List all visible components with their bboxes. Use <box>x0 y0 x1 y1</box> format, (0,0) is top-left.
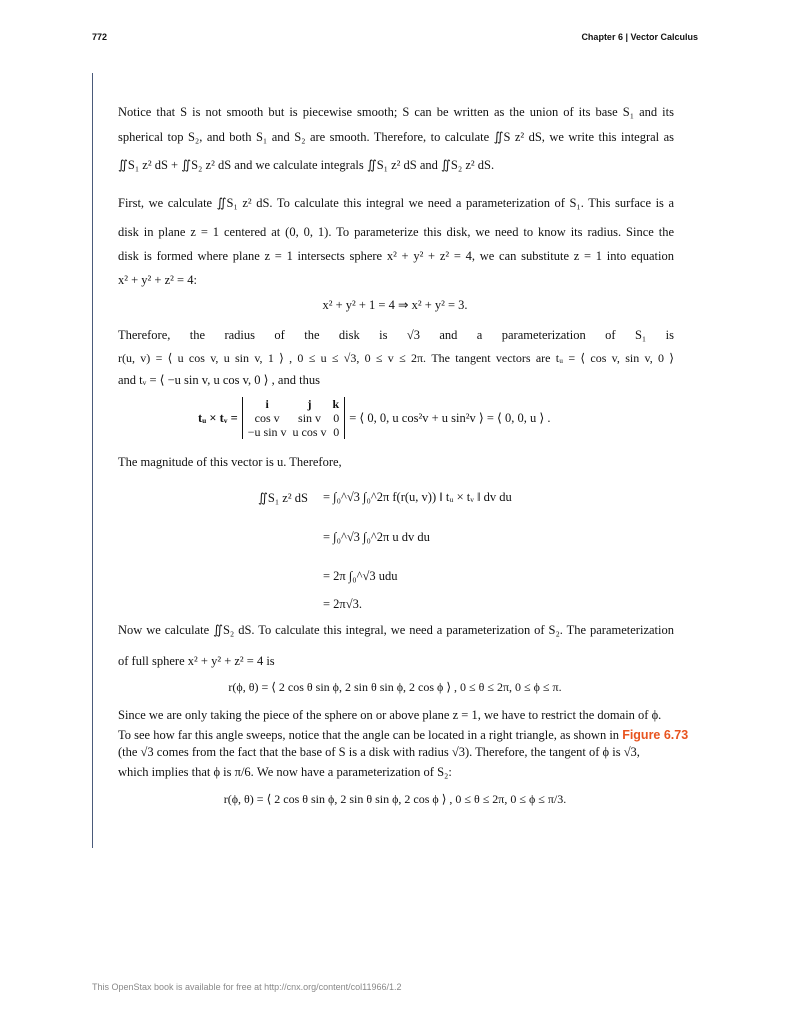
text-line: Now we calculate ∬S₂ dS. To calculate this integral, we need a parameterization of S₂. The parameterization <box>118 623 674 637</box>
equation: r(ϕ, θ) = ⟨ 2 cos θ sin ϕ, 2 sin θ sin ϕ, 2 cos ϕ ⟩ , 0 ≤ θ ≤ 2π, 0 ≤ ϕ ≤ π/3. <box>223 792 567 806</box>
text-line: Since we are only taking the piece of the sphere on or above plane z = 1, we have to restrict the domain of ϕ. <box>118 708 662 722</box>
matrix-cell: −u sin v <box>247 425 287 439</box>
text-line: Therefore, the radius of the disk is √3 and a parameterization of S₁ is <box>118 328 674 342</box>
figure-link[interactable]: Figure 6.73 <box>622 728 689 742</box>
text-line: ∬S₁ z² dS + ∬S₂ z² dS and we calculate integrals ∬S₁ z² dS and ∬S₂ z² dS. <box>118 158 495 172</box>
text-line: (the √3 comes from the fact that the base of S is a disk with radius √3). Therefore, the tangent of ϕ is √3, <box>118 745 640 759</box>
text-line: Notice that S is not smooth but is piecewise smooth; S can be written as the union of its base S₁ and its <box>118 105 674 119</box>
integral-step: = ∫₀^√3 ∫₀^2π f(r(u, v)) ‖ tᵤ × tᵥ ‖ dv du <box>323 490 512 504</box>
matrix <box>242 397 345 439</box>
margin-rule <box>92 73 93 848</box>
text-line: which implies that ϕ is π/6. We now have a parameterization of S₂: <box>118 765 452 779</box>
matrix-cell: sin v <box>298 411 322 425</box>
cross-product-determinant <box>198 397 551 439</box>
text-line: x² + y² + z² = 4: <box>118 273 197 287</box>
text-line: disk is formed where plane z = 1 intersects sphere x² + y² + z² = 4, we can substitute z = 1 into equation <box>118 249 674 263</box>
text-line <box>118 727 689 743</box>
determinant-lhs: tᵤ × tᵥ = <box>198 410 238 425</box>
text-line: disk in plane z = 1 centered at (0, 0, 1). To parameterize this disk, we need to know its radius. Since the <box>118 225 674 239</box>
text-span: To see how far this angle sweeps, notice that the angle can be located in a right triangle, as shown in <box>118 728 620 742</box>
text-line: The magnitude of this vector is u. Therefore, <box>118 455 342 469</box>
integral-lhs: ∬S₁ z² dS <box>258 491 308 505</box>
matrix-cell: u cos v <box>292 425 327 439</box>
equation: r(ϕ, θ) = ⟨ 2 cos θ sin ϕ, 2 sin θ sin ϕ, 2 cos ϕ ⟩ , 0 ≤ θ ≤ 2π, 0 ≤ ϕ ≤ π. <box>228 680 562 694</box>
text-line: First, we calculate ∬S₁ z² dS. To calculate this integral we need a parameterization of S₁. This surface is a <box>118 196 674 210</box>
matrix-cell: 0 <box>333 425 340 439</box>
integral-step: = 2π√3. <box>323 597 362 611</box>
text-line: of full sphere x² + y² + z² = 4 is <box>118 654 275 668</box>
page-number: 772 <box>92 32 108 42</box>
matrix-cell: 0 <box>333 411 340 425</box>
text-line: and tᵥ = ⟨ −u sin v, u cos v, 0 ⟩ , and thus <box>118 373 320 387</box>
chapter-title: Chapter 6 | Vector Calculus <box>581 32 698 42</box>
integral-step: = 2π ∫₀^√3 udu <box>323 569 398 583</box>
integral-step: = ∫₀^√3 ∫₀^2π u dv du <box>323 530 430 544</box>
matrix-cell: cos v <box>254 411 280 425</box>
equation: x² + y² + 1 = 4 ⇒ x² + y² = 3. <box>322 298 468 312</box>
text-line: r(u, v) = ⟨ u cos v, u sin v, 1 ⟩ , 0 ≤ u ≤ √3, 0 ≤ v ≤ 2π. The tangent vectors are tᵤ = ⟨ cos v, sin v, 0 ⟩ <box>118 351 674 365</box>
matrix-cell: k <box>332 397 340 411</box>
footer-note: This OpenStax book is available for free at http://cnx.org/content/col11966/1.2 <box>92 982 402 992</box>
matrix-cell: j <box>307 397 312 411</box>
determinant-rhs: = ⟨ 0, 0, u cos²v + u sin²v ⟩ = ⟨ 0, 0, u ⟩ . <box>349 411 551 425</box>
text-line: spherical top S₂, and both S₁ and S₂ are smooth. Therefore, to calculate ∬S z² dS, we write this integral as <box>118 130 674 144</box>
matrix-cell: i <box>265 397 269 411</box>
